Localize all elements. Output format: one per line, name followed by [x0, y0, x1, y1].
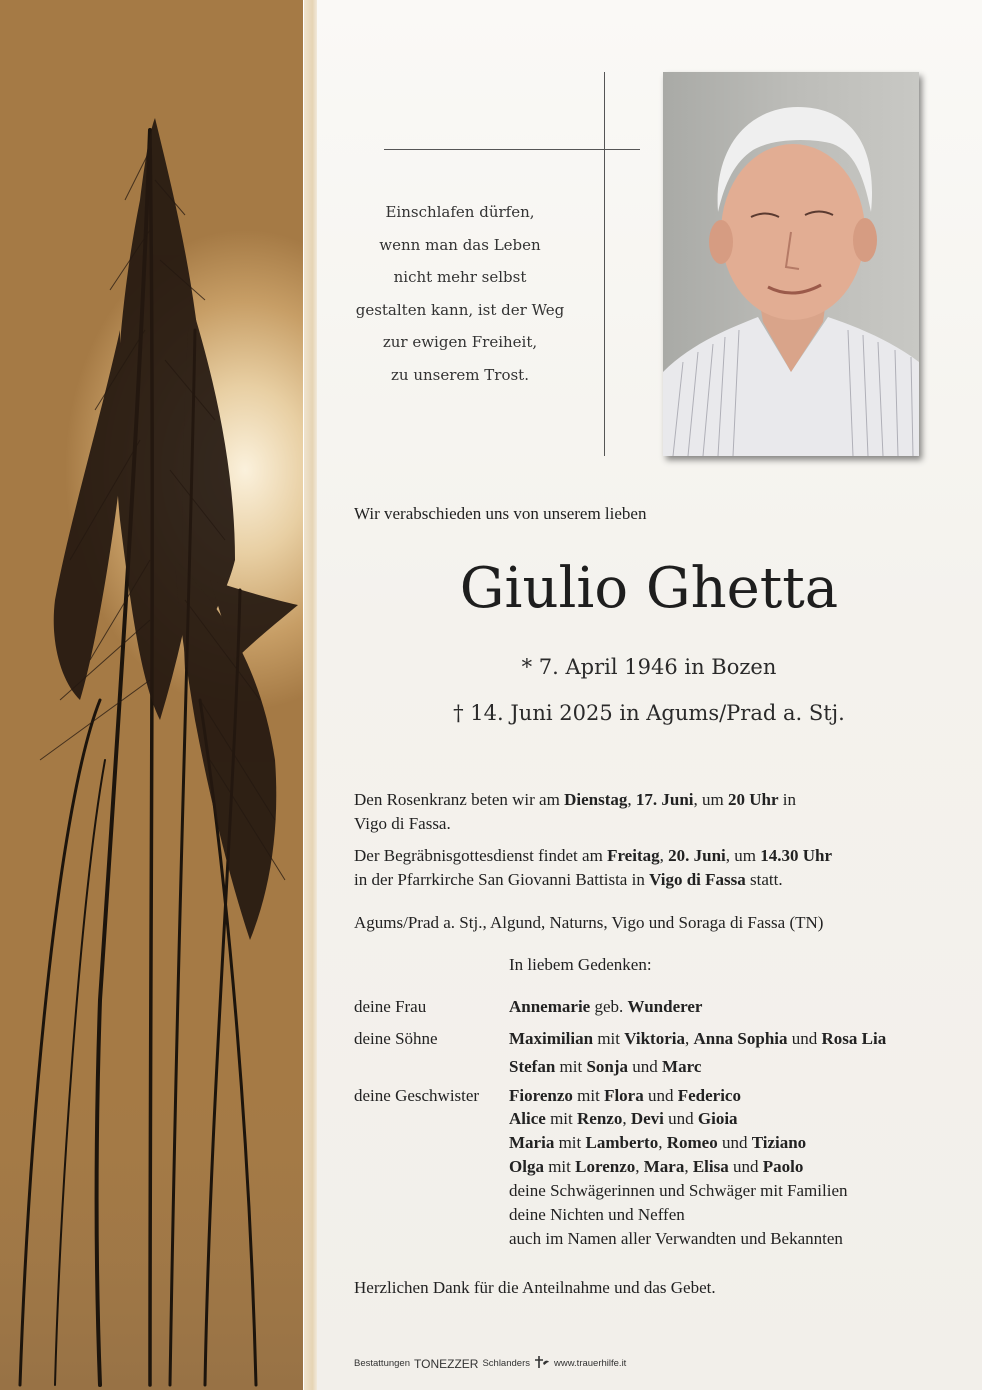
text: mit — [545, 1109, 577, 1128]
footer — [354, 1356, 626, 1371]
name: Gioia — [697, 1109, 738, 1128]
name: Paolo — [762, 1157, 804, 1176]
text: , — [635, 1157, 644, 1176]
footer-prefix: Bestattungen — [354, 1358, 410, 1369]
name: Renzo — [577, 1109, 623, 1128]
sibling-entry — [509, 1157, 803, 1177]
text: und — [643, 1086, 678, 1105]
text: , — [627, 790, 636, 809]
text: in — [778, 790, 796, 809]
deceased-name: Giulio Ghetta — [459, 556, 839, 621]
poem-line: gestalten kann, ist der Weg — [355, 300, 565, 319]
portrait-illustration — [663, 72, 919, 456]
siblings-label: deine Geschwister — [354, 1086, 480, 1105]
inlaws-line: deine Schwägerinnen und Schwäger mit Familien — [509, 1181, 848, 1200]
text: , — [622, 1109, 631, 1128]
text: mit — [554, 1133, 586, 1152]
funeral-place: Vigo di Fassa — [649, 870, 746, 889]
text: und — [663, 1109, 698, 1128]
thanks-line: Herzlichen Dank für die Anteilnahme und das Gebet. — [354, 1278, 716, 1297]
poem-line: zur ewigen Freiheit, — [382, 333, 538, 351]
text: mit — [543, 1157, 576, 1176]
funeral-day: Freitag — [607, 846, 660, 865]
text: und — [728, 1157, 763, 1176]
name: Devi — [630, 1109, 664, 1128]
name: Romeo — [666, 1133, 718, 1152]
wife-entry — [509, 997, 702, 1017]
name: Fiorenzo — [509, 1086, 573, 1105]
text: und — [717, 1133, 752, 1152]
name: Anna Sophia — [693, 1029, 788, 1048]
rosary-day: Dienstag — [564, 790, 628, 809]
son-entry — [509, 1057, 701, 1077]
text: , — [684, 1157, 693, 1176]
text: und — [787, 1029, 822, 1048]
text: , — [685, 1029, 694, 1048]
name: Stefan — [509, 1057, 556, 1076]
rosary-date: 17. Juni — [635, 790, 694, 809]
text: , — [659, 846, 669, 865]
name: Marc — [662, 1057, 702, 1076]
text: und — [628, 1057, 663, 1076]
sons-label: deine Söhne — [354, 1029, 438, 1048]
cross-dove-icon — [534, 1356, 550, 1371]
name: Viktoria — [624, 1029, 685, 1048]
text: mit — [572, 1086, 605, 1105]
funeral-info — [354, 844, 832, 892]
name: Flora — [604, 1086, 644, 1105]
text: Der Begräbnisgottesdienst findet am — [354, 846, 608, 865]
name: Annemarie — [509, 997, 591, 1016]
text: mit — [555, 1057, 587, 1076]
name: Rosa Lia — [821, 1029, 887, 1048]
name: Maximilian — [509, 1029, 594, 1048]
poem-line: Einschlafen dürfen, — [385, 203, 535, 221]
poem-line: wenn man das Leben — [379, 235, 541, 254]
name: Maria — [509, 1133, 555, 1152]
poem — [340, 196, 580, 391]
name: Lorenzo — [575, 1157, 636, 1176]
cross-horizontal-line — [384, 149, 640, 150]
portrait-photo — [663, 72, 919, 456]
rosary-info — [354, 788, 796, 836]
name: Olga — [509, 1157, 544, 1176]
name: Federico — [677, 1086, 741, 1105]
rosary-time: 20 Uhr — [727, 790, 779, 809]
text: , — [658, 1133, 667, 1152]
text: statt. — [745, 870, 783, 889]
memory-label: In liebem Gedenken: — [509, 955, 652, 974]
cross-vertical-line — [604, 72, 605, 456]
poem-line: nicht mehr selbst — [393, 268, 527, 286]
name: Elisa — [692, 1157, 729, 1176]
text: , um — [725, 846, 761, 865]
birth-date: * 7. April 1946 in Bozen — [521, 655, 777, 679]
intro-line: Wir verabschieden uns von unserem lieben — [354, 504, 647, 523]
death-date: † 14. Juni 2025 in Agums/Prad a. Stj. — [453, 701, 845, 725]
name: Wunderer — [627, 997, 703, 1016]
funeral-time: 14.30 Uhr — [760, 846, 833, 865]
text: Den Rosenkranz beten wir am — [354, 790, 565, 809]
sibling-entry — [509, 1133, 806, 1153]
grass-silhouette-graphic — [0, 0, 303, 1390]
places-line: Agums/Prad a. Stj., Algund, Naturns, Vigo und Soraga di Fassa (TN) — [354, 913, 824, 932]
footer-town: Schlanders — [482, 1358, 530, 1369]
footer-brand: TONEZZER — [414, 1356, 479, 1371]
name: Sonja — [586, 1057, 629, 1076]
grass-sunset-image — [0, 0, 303, 1390]
wife-label: deine Frau — [354, 997, 427, 1016]
text: mit — [593, 1029, 625, 1048]
name: Tiziano — [751, 1133, 807, 1152]
son-entry — [509, 1029, 886, 1049]
text: in der Pfarrkirche San Giovanni Battista in — [354, 870, 650, 889]
name: Lamberto — [585, 1133, 659, 1152]
text: geb. — [590, 997, 628, 1016]
sibling-entry — [509, 1086, 741, 1106]
nieces-line: deine Nichten und Neffen — [509, 1205, 685, 1224]
relatives-line: auch im Namen aller Verwandten und Bekannten — [509, 1229, 843, 1248]
poem-line: zu unserem Trost. — [391, 365, 529, 384]
name: Mara — [643, 1157, 685, 1176]
rosary-place: Vigo di Fassa. — [354, 814, 451, 833]
text: , um — [693, 790, 728, 809]
sibling-entry — [509, 1109, 738, 1129]
footer-website[interactable]: www.trauerhilfe.it — [553, 1358, 627, 1369]
name: Alice — [509, 1109, 546, 1128]
funeral-date: 20. Juni — [668, 846, 726, 865]
